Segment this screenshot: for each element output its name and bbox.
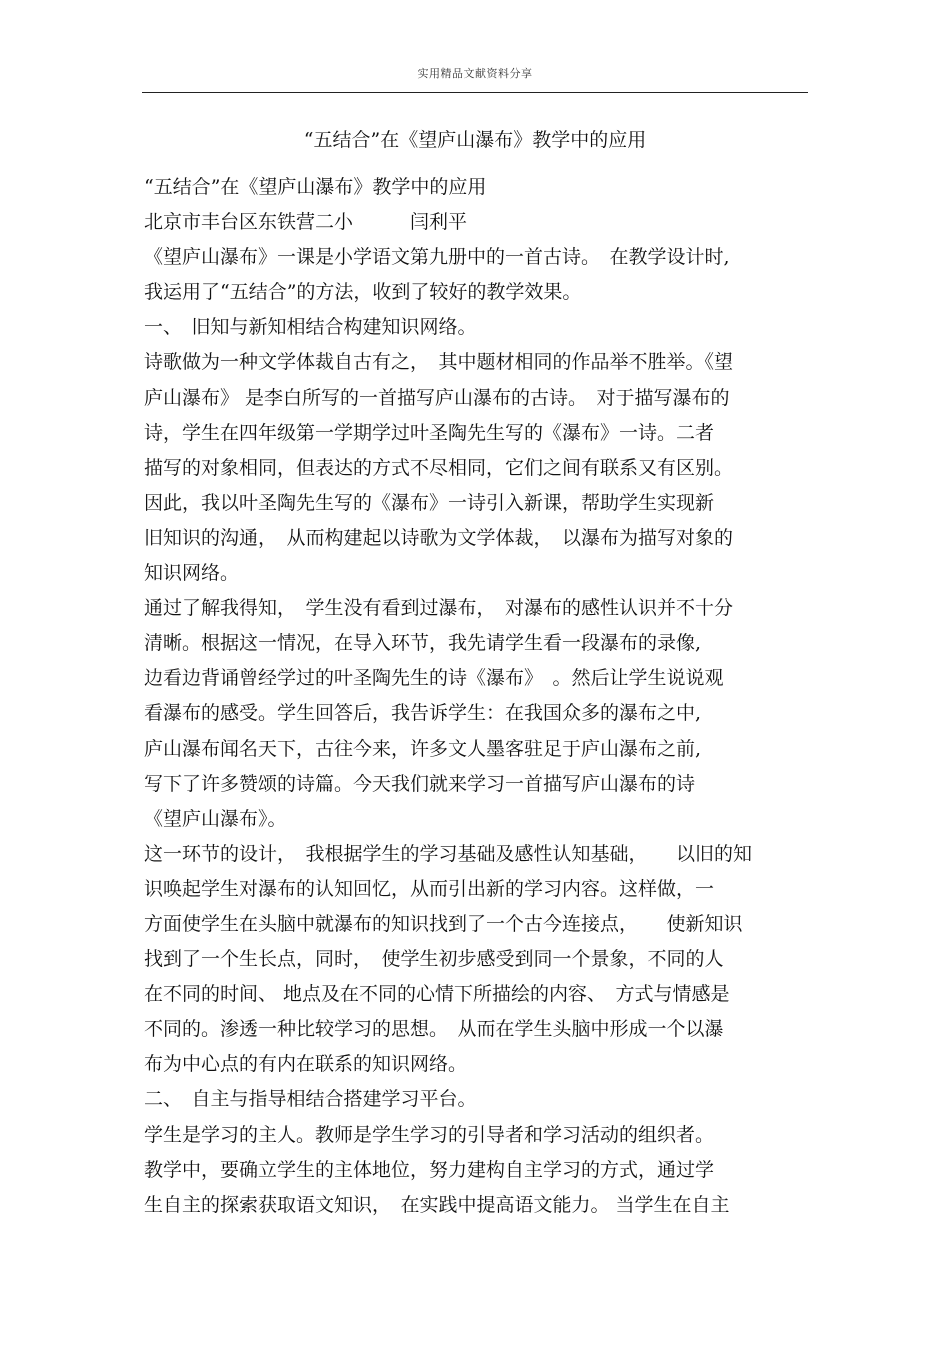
body-line: 通过了解我得知， 学生没有看到过瀑布， 对瀑布的感性认识并不十分 (144, 597, 734, 620)
body-line: 《望庐山瀑布》。 (144, 807, 287, 830)
body-line: 诗歌做为一种文学体裁自古有之， 其中题材相同的作品举不胜举。《望 (144, 351, 734, 374)
body-line: 找到了一个生长点，同时， 使学生初步感受到同一个景象，不同的人 (144, 948, 724, 971)
body-line: 《望庐山瀑布》一课是小学语文第九册中的一首古诗。 在教学设计时, (144, 246, 730, 269)
body-line: 清晰。根据这一情况，在导入环节，我先请学生看一段瀑布的录像, (144, 632, 702, 655)
body-line: 看瀑布的感受。学生回答后，我告诉学生：在我国众多的瀑布之中, (144, 702, 702, 725)
body-line: 我运用了“五结合”的方法，收到了较好的教学效果。 (144, 281, 582, 304)
body-line: 北京市丰台区东铁营二小 闫利平 (144, 211, 468, 234)
document-body (144, 170, 816, 1223)
body-line: 在不同的时间、 地点及在不同的心情下所描绘的内容、 方式与情感是 (144, 983, 730, 1006)
body-line: 二、 自主与指导相结合搭建学习平台。 (144, 1088, 477, 1111)
body-line: 生自主的探索获取语文知识， 在实践中提高语文能力。 当学生在自主 (144, 1193, 730, 1216)
body-line: 学生是学习的主人。教师是学生学习的引导者和学习活动的组织者。 (144, 1123, 715, 1146)
body-line: 不同的。渗透一种比较学习的思想。 从而在学生头脑中形成一个以瀑 (144, 1018, 724, 1041)
body-line: 知识网络。 (144, 562, 240, 585)
body-line: 识唤起学生对瀑布的认知回忆，从而引出新的学习内容。这样做，一 (144, 877, 715, 900)
body-line: 教学中，要确立学生的主体地位，努力建构自主学习的方式，通过学 (144, 1158, 715, 1181)
document-title: “五结合”在《望庐山瀑布》教学中的应用 (303, 129, 647, 151)
body-line: 描写的对象相同，但表达的方式不尽相同，它们之间有联系又有区别。 (144, 456, 734, 479)
body-line: 方面使学生在头脑中就瀑布的知识找到了一个古今连接点， 使新知识 (144, 912, 743, 935)
body-line: 因此，我以叶圣陶先生写的《瀑布》一诗引入新课，帮助学生实现新 (144, 491, 715, 514)
body-line: 这一环节的设计， 我根据学生的学习基础及感性认知基础， 以旧的知 (144, 842, 753, 865)
page-header (142, 62, 808, 93)
body-line: “五结合”在《望庐山瀑布》教学中的应用 (144, 176, 487, 198)
body-line: 布为中心点的有内在联系的知识网络。 (144, 1053, 468, 1076)
body-line: 一、 旧知与新知相结合构建知识网络。 (144, 316, 477, 339)
body-line: 庐山瀑布》 是李白所写的一首描写庐山瀑布的古诗。 对于描写瀑布的 (144, 386, 730, 409)
body-line: 诗，学生在四年级第一学期学过叶圣陶先生写的《瀑布》一诗。二者 (144, 421, 715, 444)
body-line: 写下了许多赞颂的诗篇。今天我们就来学习一首描写庐山瀑布的诗 (144, 772, 696, 795)
body-line: 庐山瀑布闻名天下，古往今来，许多文人墨客驻足于庐山瀑布之前, (144, 737, 702, 760)
body-line: 边看边背诵曾经学过的叶圣陶先生的诗《瀑布》 。然后让学生说说观 (144, 667, 724, 690)
header-text: 实用精品文献资料分享 (417, 67, 533, 80)
body-line: 旧知识的沟通， 从而构建起以诗歌为文学体裁， 以瀑布为描写对象的 (144, 526, 734, 549)
